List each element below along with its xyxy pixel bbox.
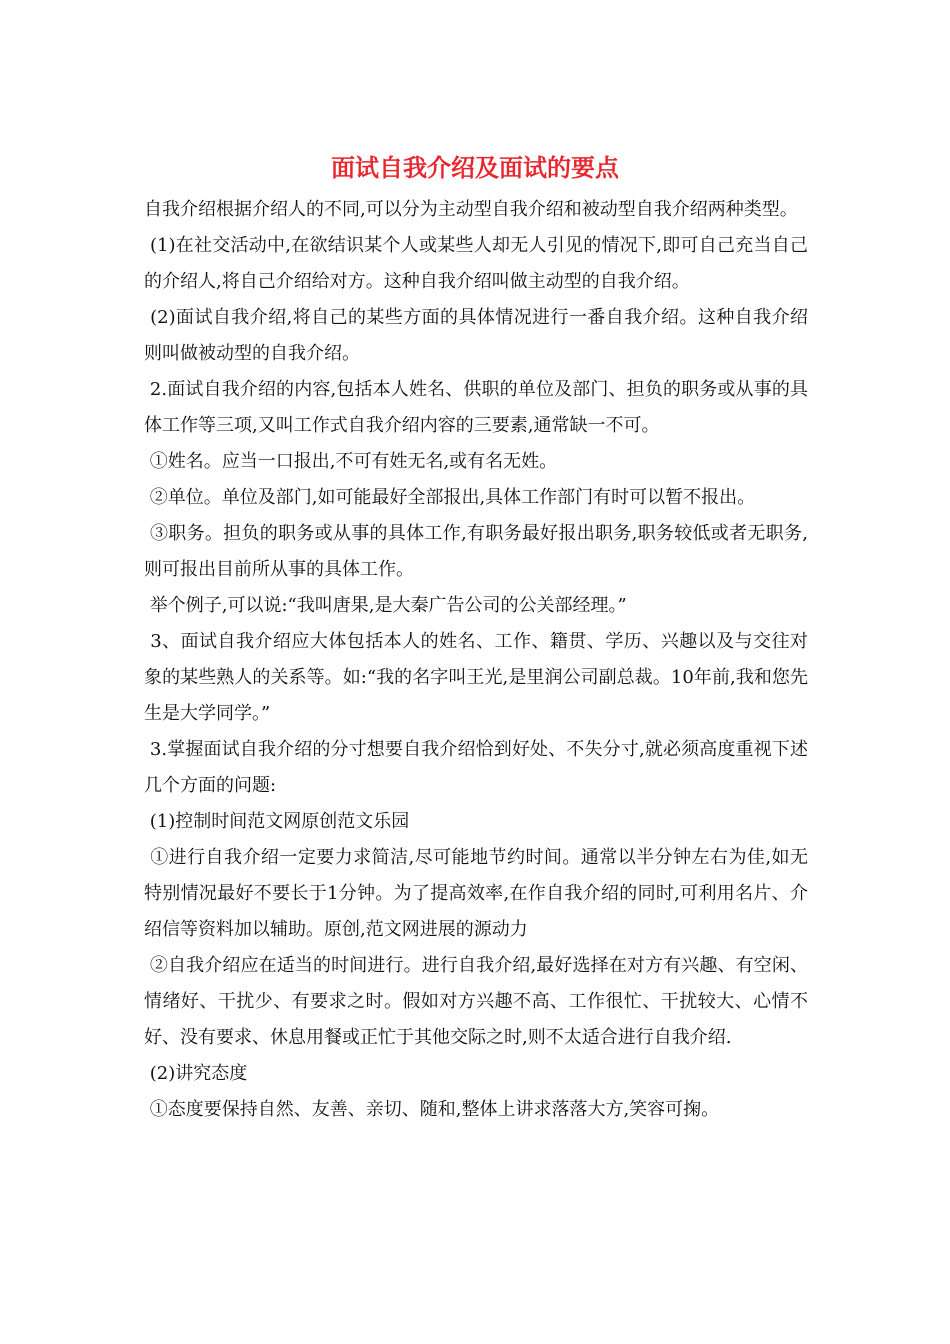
paragraph: (1)在社交活动中,在欲结识某个人或某些人却无人引见的情况下,即可自己充当自己的介绍人,将自己介绍给对方。这种自我介绍叫做主动型的自我介绍。 [144, 235, 808, 292]
paragraph: ③职务。担负的职务或从事的具体工作,有职务最好报出职务,职务较低或者无职务,则可报出目前所从事的具体工作。 [144, 523, 808, 580]
paragraph: 2.面试自我介绍的内容,包括本人姓名、供职的单位及部门、担负的职务或从事的具体工作等三项,又叫工作式自我介绍内容的三要素,通常缺一不可。 [144, 379, 808, 436]
paragraph: (1)控制时间范文网原创范文乐园 [144, 811, 410, 832]
paragraph: ②自我介绍应在适当的时间进行。进行自我介绍,最好选择在对方有兴趣、有空闲、情绪好、干扰少、有要求之时。假如对方兴趣不高、工作很忙、干扰较大、心情不好、没有要求、休息用餐或正忙于其他交际之时,则不太适合进行自我介绍. [144, 955, 809, 1048]
paragraph: (2)讲究态度 [144, 1063, 248, 1084]
paragraph: 自我介绍根据介绍人的不同,可以分为主动型自我介绍和被动型自我介绍两种类型。 [144, 199, 798, 220]
document-body [144, 192, 808, 1128]
paragraph: (2)面试自我介绍,将自己的某些方面的具体情况进行一番自我介绍。这种自我介绍则叫做被动型的自我介绍。 [144, 307, 808, 364]
page-title: 面试自我介绍及面试的要点 [331, 154, 619, 182]
paragraph: 举个例子,可以说:“我叫唐果,是大秦广告公司的公关部经理。” [144, 595, 627, 616]
paragraph: ②单位。单位及部门,如可能最好全部报出,具体工作部门有时可以暂不报出。 [144, 487, 756, 508]
paragraph: ①姓名。应当一口报出,不可有姓无名,或有名无姓。 [144, 451, 558, 472]
paragraph: ①态度要保持自然、友善、亲切、随和,整体上讲求落落大方,笑容可掬。 [144, 1099, 720, 1120]
paragraph: 3.掌握面试自我介绍的分寸想要自我介绍恰到好处、不失分寸,就必须高度重视下述几个方面的问题: [144, 739, 808, 796]
paragraph: 3、面试自我介绍应大体包括本人的姓名、工作、籍贯、学历、兴趣以及与交往对象的某些熟人的关系等。如:“我的名字叫王光,是里润公司副总裁。10年前,我和您先生是大学同学。” [144, 631, 808, 724]
paragraph: ①进行自我介绍一定要力求简洁,尽可能地节约时间。通常以半分钟左右为佳,如无特别情况最好不要长于1分钟。为了提高效率,在作自我介绍的同时,可利用名片、介绍信等资料加以辅助。原创,范文网进展的源动力 [144, 847, 808, 940]
